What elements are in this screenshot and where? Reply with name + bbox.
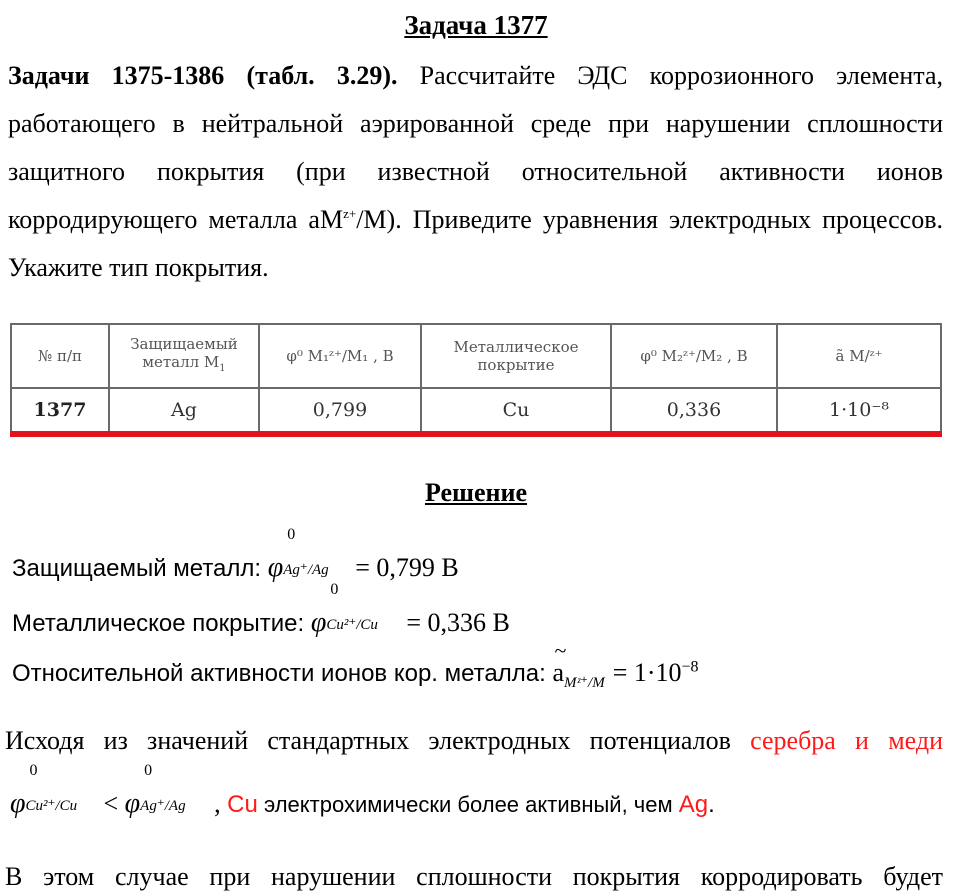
phi-sup: 0 — [144, 762, 153, 779]
phi-symbol: φ — [310, 607, 327, 638]
table-row — [11, 388, 941, 432]
given-coating-value: = 0,336 В — [406, 608, 510, 637]
given-activity-label: Относительной активности ионов кор. металла: — [12, 660, 546, 687]
comma: , — [214, 789, 221, 818]
given-metal-line — [12, 526, 459, 584]
phi-symbol: φ — [124, 788, 141, 819]
given-metal-label: Защищаемый металл: — [12, 555, 262, 582]
phi-sup: 0 — [330, 581, 339, 598]
comparison-red: серебра и меди — [750, 726, 943, 755]
task-text-1: Рассчитайте ЭДС коррозионного элемента, работающего в нейтральной аэрированной среде при нарушении сплошности защитного покрытия (при известной относительной активности ионов корродирующего металла aM — [8, 61, 943, 234]
given-activity-line — [12, 638, 699, 691]
comparison-middle: электрохимически более активный, чем — [257, 792, 679, 817]
data-table — [10, 323, 942, 433]
cell-metal: Ag — [109, 388, 259, 432]
header-coating — [421, 324, 611, 388]
header-phi2: φ⁰ M₂ᶻ⁺/M₂ , B — [611, 324, 777, 388]
cell-num: 1377 — [11, 388, 109, 432]
activity-sub: Mᶻ⁺/M — [564, 675, 605, 691]
header-num: № п/п — [11, 324, 109, 388]
activity-value: = 1·10 — [612, 658, 682, 687]
cell-phi2: 0,336 — [611, 388, 777, 432]
cu-label: Cu — [227, 791, 258, 818]
phi-sub: Ag⁺/Ag — [140, 798, 186, 814]
cell-phi1: 0,799 — [259, 388, 421, 432]
table-underline — [10, 431, 942, 437]
task-statement — [8, 52, 943, 292]
less-than-sign: < — [103, 789, 119, 818]
given-coating-line — [12, 581, 510, 639]
phi-symbol: φ — [10, 788, 26, 819]
task-sup: z+ — [343, 206, 357, 221]
given-metal-value: = 0,799 В — [355, 553, 459, 582]
activity-symbol: a — [552, 658, 564, 687]
phi-symbol: φ — [267, 552, 284, 583]
cell-coating: Cu — [421, 388, 611, 432]
page-title: Задача 1377 — [404, 10, 548, 40]
phi-sub: Ag⁺/Ag — [283, 562, 329, 578]
given-coating-label: Металлическое покрытие: — [12, 610, 305, 637]
task-text-2: /M). Приведите уравнения электродных процессов. Укажите тип покрытия. — [8, 205, 943, 282]
header-metal-line2: металл M — [142, 352, 220, 371]
header-metal — [109, 324, 259, 388]
comparison-intro — [5, 726, 943, 756]
cell-activity: 1·10⁻⁸ — [777, 388, 941, 432]
given-metal-formula — [267, 526, 459, 583]
conclusion-paragraph: В этом случае при нарушении сплошности покрытия корродировать будет — [5, 862, 943, 891]
comparison-end: . — [708, 791, 715, 818]
header-metal-sub: 1 — [219, 362, 226, 374]
activity-exp: −8 — [681, 658, 699, 676]
phi-sub: Cu²⁺/Cu — [25, 798, 78, 814]
header-phi1: φ⁰ M₁ᶻ⁺/M₁ , B — [259, 324, 421, 388]
header-metal-line1: Защищаемый — [130, 334, 238, 353]
phi-sup: 0 — [29, 762, 38, 779]
given-coating-formula — [310, 581, 510, 638]
comparison-line — [10, 762, 715, 820]
solution-title: Решение — [424, 478, 528, 507]
tilde-mark: ~ — [554, 638, 567, 663]
header-activity: ã M/ᶻ⁺ — [777, 324, 941, 388]
table-header-row — [11, 324, 941, 388]
comparison-text: Исходя из значений стандартных электродных потенциалов — [5, 726, 751, 755]
task-lead: Задачи 1375-1386 (табл. 3.29). — [8, 61, 398, 90]
header-coating-line1: Металлическое — [453, 338, 579, 356]
phi-sup: 0 — [287, 526, 296, 543]
given-activity-formula — [552, 638, 699, 691]
ag-label: Ag — [678, 791, 709, 818]
header-coating-line2: покрытие — [477, 356, 555, 374]
phi-sub: Cu²⁺/Cu — [326, 617, 378, 633]
